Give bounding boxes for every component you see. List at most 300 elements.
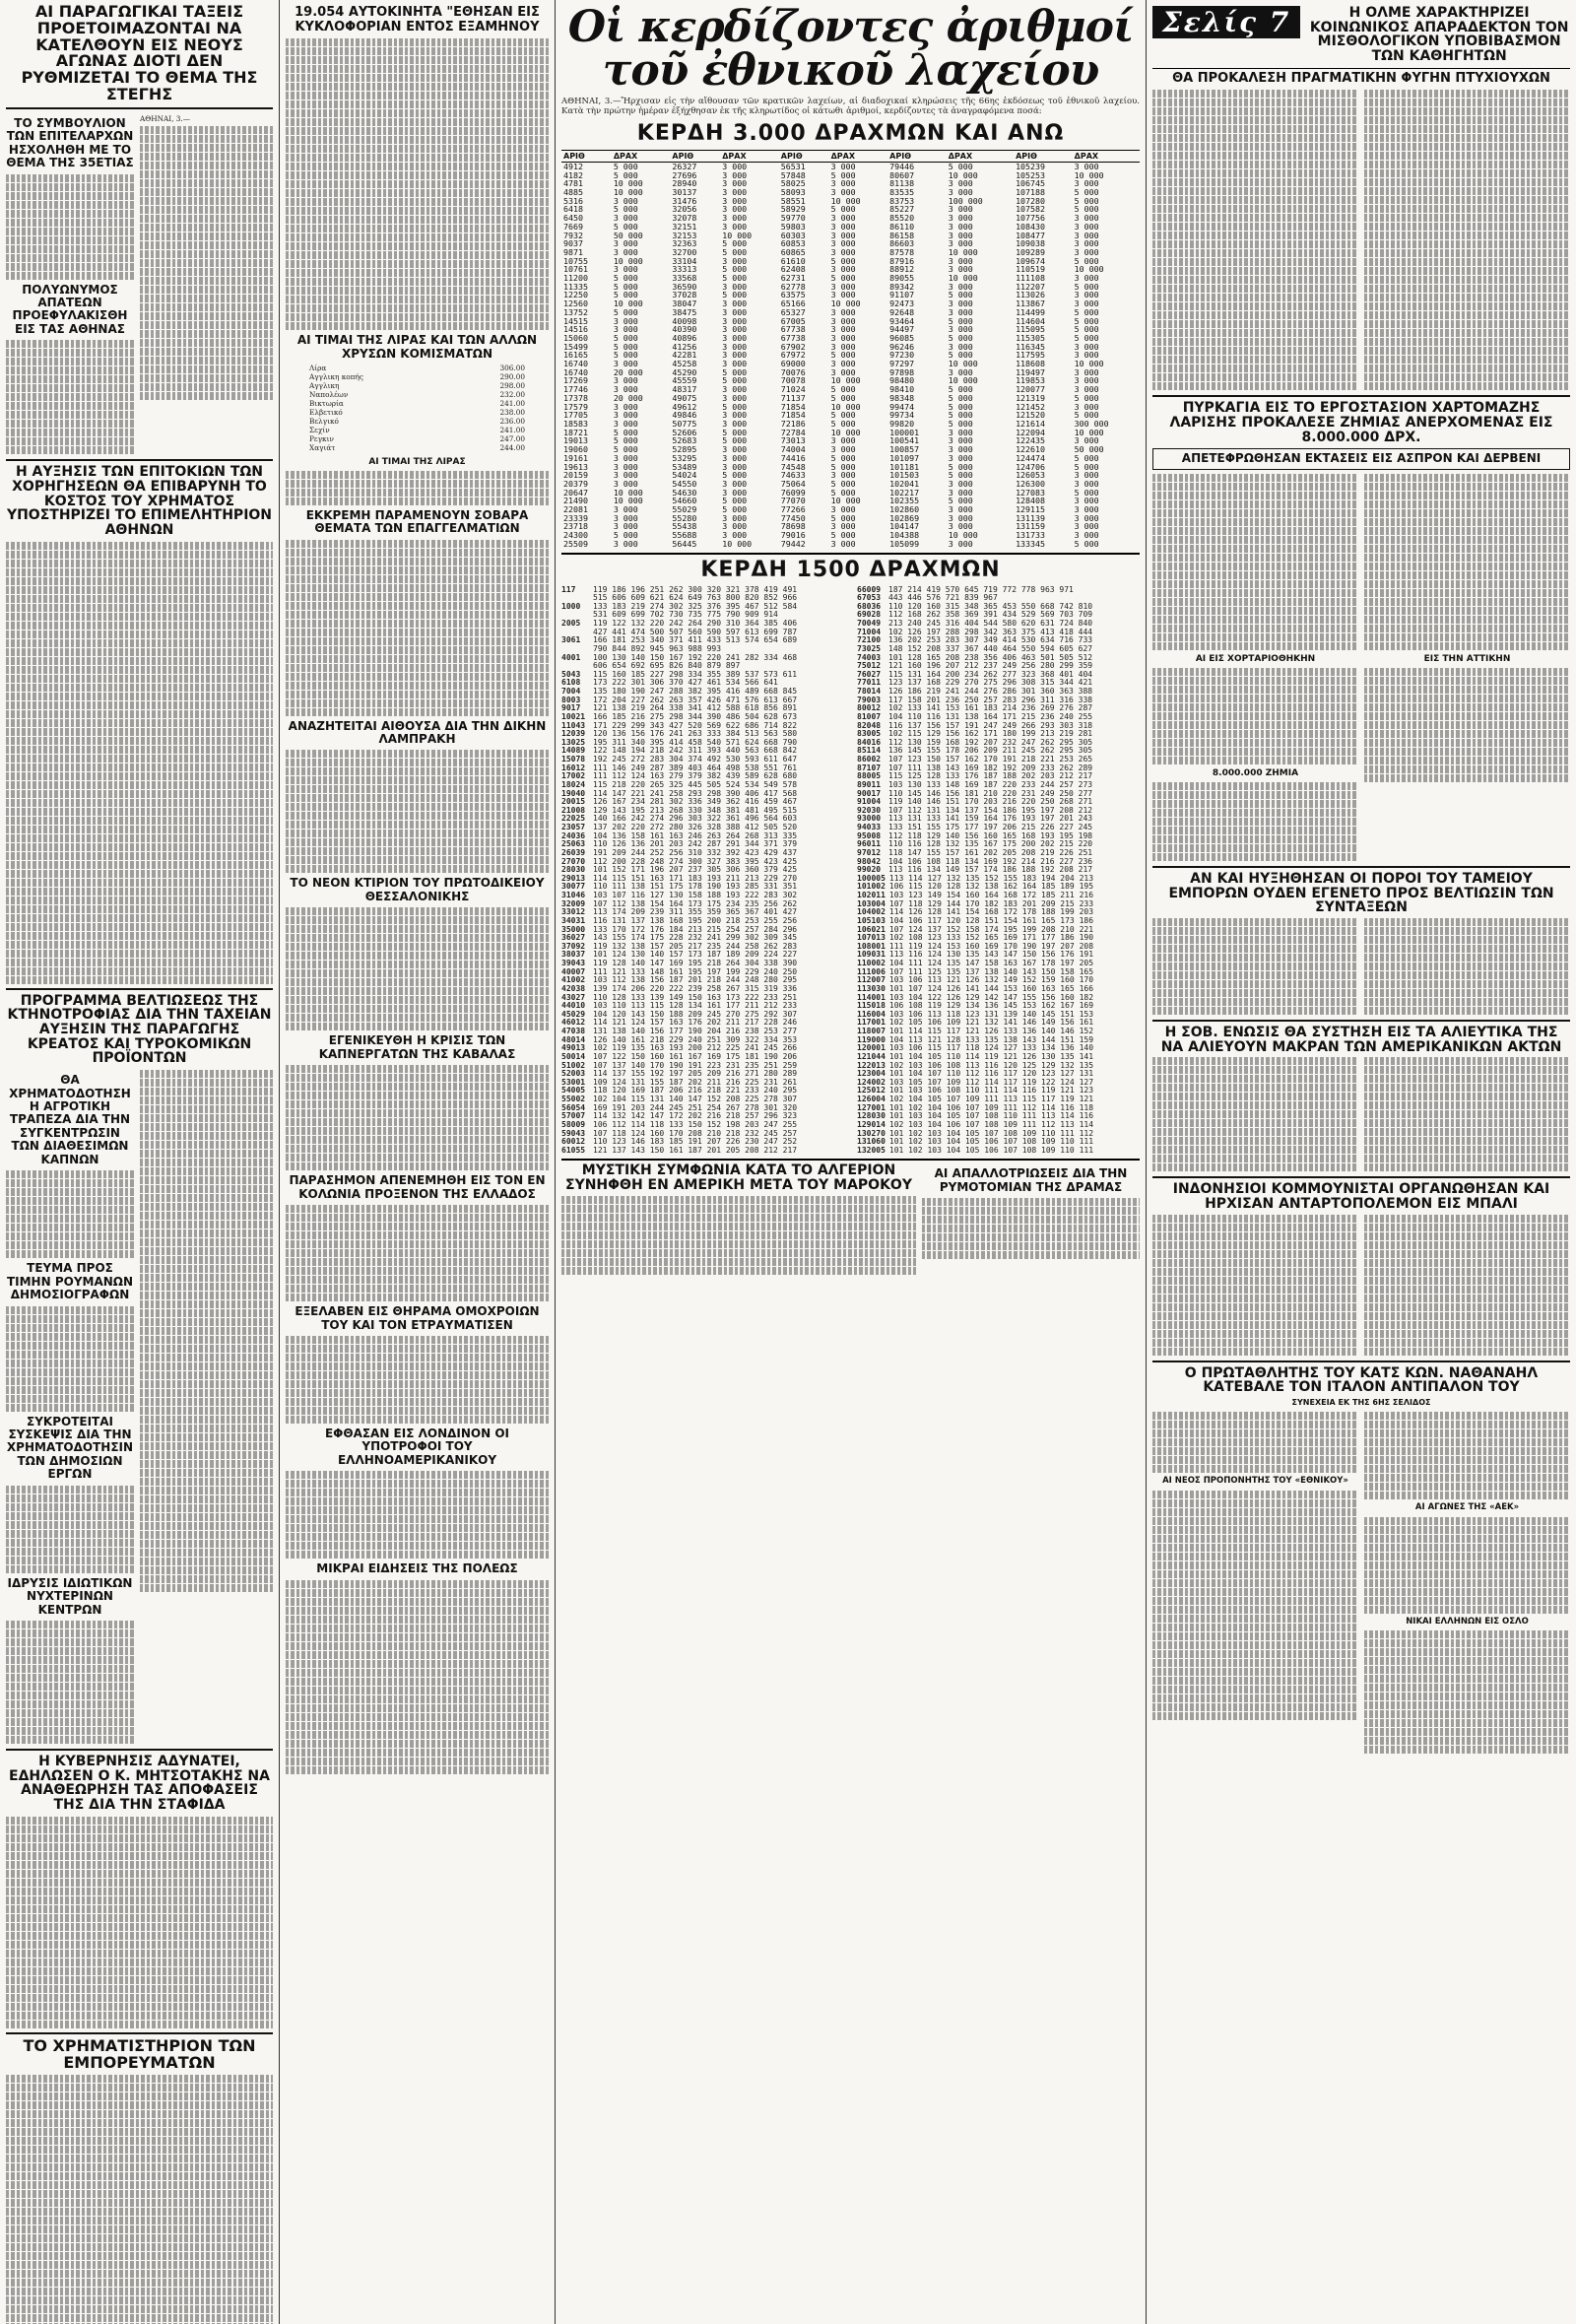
- prize-amount: 20 000: [613, 366, 643, 377]
- number-line: [561, 697, 849, 705]
- ticket-number: 14516: [563, 324, 588, 335]
- number-series: 39043: [561, 960, 586, 968]
- number-endings: 103 105 107 109 112 114 117 119 122 124 127: [888, 1078, 1094, 1087]
- prize-amount: 5 000: [948, 461, 973, 472]
- number-endings: 107 137 140 170 190 191 223 231 235 251 259: [593, 1061, 798, 1070]
- prize-amount: 3 000: [948, 187, 973, 198]
- ticket-number: 23339: [563, 512, 588, 523]
- ticket-number: 22081: [563, 504, 588, 515]
- prize-amount: 3 000: [830, 359, 856, 369]
- prize-amount: 3 000: [613, 375, 638, 386]
- number-series: 10021: [561, 712, 586, 721]
- number-line: [561, 1147, 849, 1156]
- number-series: 14089: [561, 747, 586, 756]
- prize-amount: 3 000: [613, 195, 638, 206]
- prize-amount: 3 000: [948, 324, 973, 335]
- prize-amount: 3 000: [613, 419, 638, 429]
- prize-amount: 5 000: [1074, 255, 1099, 266]
- prize-amount: 3 000: [830, 444, 856, 455]
- prize-amount: 5 000: [948, 315, 973, 326]
- number-series: 80012: [857, 704, 882, 713]
- headline-attica: ΕΙΣ ΤΗΝ ΑΤΤΙΚΗΝ: [1423, 653, 1511, 664]
- number-endings: 114 126 128 141 154 168 172 178 188 199 203: [888, 908, 1094, 917]
- number-line: [857, 1011, 1140, 1020]
- article-text: [1152, 782, 1358, 861]
- ticket-number: 45559: [672, 375, 697, 386]
- number-endings: 133 151 155 175 177 197 206 215 226 227 245: [888, 824, 1093, 832]
- article-text: [6, 340, 134, 454]
- ticket-number: 106745: [1016, 178, 1046, 189]
- ticket-number: 16740: [563, 366, 588, 377]
- prize-amount: 3 000: [948, 264, 973, 275]
- number-endings: 115 218 220 265 325 445 505 524 534 549 578: [593, 780, 798, 789]
- ticket-number: 107280: [1016, 195, 1046, 206]
- ticket-number: 124474: [1016, 452, 1046, 463]
- prize-amount: 50 000: [613, 230, 643, 240]
- prize-amount: 5 000: [722, 238, 748, 249]
- article-text: [1152, 1215, 1358, 1357]
- number-line: [561, 1104, 849, 1113]
- ticket-number: 20159: [563, 470, 588, 481]
- ticket-number: 100541: [889, 435, 920, 446]
- number-line: [857, 679, 1140, 688]
- number-line: [857, 697, 1140, 705]
- ticket-number: 36590: [672, 281, 697, 292]
- prize-amount: 3 000: [830, 332, 856, 343]
- number-endings: 122 148 194 218 242 311 393 440 563 668 842: [593, 747, 798, 756]
- number-series: 74003: [857, 653, 882, 662]
- prize-amount: 10 000: [948, 530, 978, 541]
- ticket-number: 126053: [1016, 470, 1046, 481]
- prize-amount: 5 000: [613, 341, 638, 352]
- number-endings: 111 119 124 153 160 169 170 190 197 207 208: [888, 942, 1094, 951]
- number-endings: 169 191 203 244 245 251 254 267 278 301 320: [593, 1103, 798, 1112]
- ticket-number: 4912: [563, 161, 583, 171]
- prize-column-header: ΑΡΙΘ: [887, 150, 947, 162]
- ticket-number: 19060: [563, 444, 588, 455]
- number-series: 11043: [561, 721, 586, 730]
- number-line: [561, 934, 849, 943]
- ticket-number: 104147: [889, 521, 920, 532]
- article-text: [1364, 1215, 1570, 1357]
- headline-city-news: ΜΙΚΡΑΙ ΕΙΔΗΣΕΙΣ ΤΗΣ ΠΟΛΕΩΣ: [316, 1561, 518, 1576]
- number-endings: 126 167 234 281 302 336 349 362 416 459 467: [593, 798, 798, 807]
- number-line: [857, 840, 1140, 849]
- number-line: [561, 1036, 849, 1045]
- number-endings: 107 111 138 143 169 182 192 209 233 262 289: [888, 764, 1093, 772]
- number-series: 53001: [561, 1078, 586, 1087]
- article-text: [1364, 1517, 1570, 1614]
- number-endings: 101 102 103 104 105 107 108 109 110 111 112: [888, 1129, 1094, 1138]
- prize-amount: 5 000: [948, 496, 973, 506]
- prize-amount: 3 000: [948, 299, 973, 309]
- prize-column-header: ΑΡΙΘ: [1014, 150, 1073, 162]
- number-endings: 443 446 576 721 839 967: [888, 594, 998, 603]
- prize-amount: 5 000: [613, 161, 638, 171]
- prize-amount: 3 000: [948, 538, 973, 549]
- prize-amount: 3 000: [1074, 401, 1099, 412]
- number-series: 122013: [857, 1061, 886, 1070]
- number-endings: 113 116 124 130 135 143 147 150 156 176 191: [888, 951, 1094, 960]
- number-series: 56054: [561, 1103, 586, 1112]
- prize-amount: 3 000: [613, 470, 638, 481]
- number-series: 90017: [857, 789, 882, 798]
- number-endings: 103 130 133 148 169 187 220 233 244 257 273: [888, 780, 1093, 789]
- prize-amount: 3 000: [1074, 161, 1099, 171]
- number-line: [857, 917, 1140, 926]
- prize-amount: 300 000: [1074, 419, 1109, 429]
- article-text: [1364, 474, 1570, 650]
- number-line: [561, 636, 849, 645]
- prize-amount: 3 000: [722, 299, 748, 309]
- prize-amount: 3 000: [613, 461, 638, 472]
- article-text: [1152, 474, 1358, 650]
- prize-amount: 5 000: [722, 470, 748, 481]
- ticket-number: 105239: [1016, 161, 1046, 171]
- number-endings: 101 103 104 105 107 108 110 111 113 114 116: [888, 1112, 1094, 1121]
- article-text: [286, 907, 549, 1030]
- number-line: [561, 1096, 849, 1104]
- ticket-number: 81138: [889, 178, 915, 189]
- number-series: 45029: [561, 1010, 586, 1019]
- number-line: [857, 739, 1140, 748]
- number-line: [561, 858, 849, 867]
- number-line: [857, 1130, 1140, 1139]
- headline-cars: 19.054 ΑΥΤΟΚΙΝΗΤΑ "ΕΘΗΣΑΝ ΕΙΣ ΚΥΚΛΟΦΟΡΙΑΝ ΕΝΤΟΣ ΕΞΑΜΗΝΟΥ: [295, 5, 540, 34]
- number-endings: 111 121 133 148 161 195 197 199 229 240 250: [593, 967, 798, 976]
- prize-amount: 5 000: [948, 392, 973, 403]
- prize-amount: 3 000: [722, 221, 748, 232]
- number-line: [561, 976, 849, 985]
- ticket-number: 97230: [889, 350, 915, 361]
- number-endings: 110 123 146 183 185 191 207 226 230 247 252: [593, 1138, 798, 1147]
- number-line: [561, 1011, 849, 1020]
- number-endings: 110 120 160 315 348 365 453 550 668 742 810: [888, 602, 1093, 611]
- number-series: 24036: [561, 831, 586, 840]
- number-series: 77011: [857, 679, 882, 688]
- number-series: 113030: [857, 984, 886, 993]
- number-line: [561, 1130, 849, 1139]
- ticket-number: 127083: [1016, 487, 1046, 498]
- number-line: [561, 756, 849, 764]
- number-series: 111006: [857, 967, 886, 976]
- number-series: [561, 594, 589, 603]
- prize-amount: 3 000: [613, 478, 638, 489]
- continuation-note: ΣΥΝΕΧΕΙΑ ΕΚ ΤΗΣ 6ΗΣ ΣΕΛΙΔΟΣ: [1291, 1398, 1431, 1408]
- article-text: [1152, 1491, 1358, 1720]
- number-line: [561, 704, 849, 713]
- number-endings: 171 229 299 343 427 520 569 622 686 714 822: [593, 721, 798, 730]
- ticket-number: 33313: [672, 264, 697, 275]
- number-line: [857, 790, 1140, 799]
- ticket-number: 9037: [563, 238, 583, 249]
- ticket-number: 10761: [563, 264, 588, 275]
- number-series: 6108: [561, 679, 581, 688]
- number-line: [857, 824, 1140, 832]
- number-series: 67053: [857, 594, 882, 603]
- number-endings: 131 138 140 156 177 190 204 216 238 253 277: [593, 1028, 798, 1036]
- number-series: 70049: [857, 620, 882, 629]
- prize-amount: 10 000: [948, 359, 978, 369]
- prize-amount: 5 000: [1074, 187, 1099, 198]
- ticket-number: 33104: [672, 255, 697, 266]
- number-series: 20015: [561, 798, 586, 807]
- number-endings: 115 160 185 227 298 334 355 389 537 573 611: [593, 670, 798, 679]
- ticket-number: 6450: [563, 213, 583, 224]
- prize-amount: 3 000: [948, 487, 973, 498]
- number-line: [857, 747, 1140, 756]
- number-series: 43027: [561, 993, 586, 1002]
- ticket-number: 101503: [889, 470, 920, 481]
- ticket-number: 32700: [672, 246, 697, 257]
- ticket-number: 108430: [1016, 221, 1046, 232]
- number-series: 73025: [857, 644, 882, 653]
- number-line: [857, 1002, 1140, 1011]
- headline-pound: ΑΙ ΤΙΜΑΙ ΤΗΣ ΛΙΡΑΣ: [368, 456, 466, 467]
- prize-amount: 5 000: [1074, 410, 1099, 421]
- coin-name: Ρεγκιν: [309, 433, 334, 443]
- prize-amount: 5 000: [1074, 332, 1099, 343]
- ticket-number: 67738: [780, 332, 806, 343]
- number-line: [561, 1028, 849, 1036]
- number-endings: 104 110 116 131 138 164 171 215 236 240 255: [888, 712, 1093, 721]
- ticket-number: 55029: [672, 504, 697, 515]
- number-endings: 101 102 103 104 105 106 107 108 109 110 111: [888, 1138, 1094, 1147]
- prize-amount: 3 000: [1074, 384, 1099, 395]
- number-series: 38037: [561, 951, 586, 960]
- prize-amount: 10 000: [948, 375, 978, 386]
- ticket-number: 28940: [672, 178, 697, 189]
- ticket-number: 97297: [889, 359, 915, 369]
- number-series: 57007: [561, 1112, 586, 1121]
- prize-amount: 3 000: [830, 246, 856, 257]
- prize-amount: 10 000: [830, 427, 861, 437]
- number-line: [857, 1036, 1140, 1045]
- number-line: [857, 1079, 1140, 1088]
- ticket-number: 5316: [563, 195, 583, 206]
- prize-amount: 3 000: [613, 359, 638, 369]
- ticket-number: 26327: [672, 161, 697, 171]
- number-series: 66009: [857, 585, 882, 594]
- ticket-number: 122094: [1016, 427, 1046, 437]
- prize-amount: 3 000: [948, 230, 973, 240]
- number-line: [857, 1053, 1140, 1062]
- title-3000: ΚΕΡΔΗ 3.000 ΔΡΑΧΜΩΝ ΚΑΙ ΑΝΩ: [636, 120, 1065, 146]
- number-series: 96011: [857, 840, 882, 849]
- number-line: [857, 688, 1140, 697]
- ticket-number: 89055: [889, 273, 915, 284]
- ticket-number: 61610: [780, 255, 806, 266]
- prize-amount: 3 000: [830, 315, 856, 326]
- number-line: [857, 1044, 1140, 1053]
- prize-amount: 3 000: [830, 238, 856, 249]
- ticket-number: 75064: [780, 478, 806, 489]
- prize-amount: 3 000: [830, 281, 856, 292]
- headline-commodities: ΤΟ ΧΡΗΜΑΤΙΣΤΗΡΙΟΝ ΤΩΝ ΕΜΠΟΡΕΥΜΑΤΩΝ: [23, 2035, 256, 2072]
- coin-name: Χαγιάτ: [309, 442, 336, 452]
- number-series: 16012: [561, 764, 586, 772]
- ticket-number: 112207: [1016, 281, 1046, 292]
- number-series: [561, 629, 589, 637]
- number-series: 115018: [857, 1002, 886, 1011]
- number-endings: 113 174 209 239 311 355 359 365 367 401 427: [593, 908, 798, 917]
- prize-amount: 3 000: [948, 478, 973, 489]
- number-endings: 109 124 131 155 187 202 211 216 225 231 261: [593, 1078, 798, 1087]
- prize-amount: 3 000: [613, 264, 638, 275]
- ticket-number: 20379: [563, 478, 588, 489]
- prize-amount: 5 000: [1074, 487, 1099, 498]
- headline-consul: ΠΑΡΑΣΗΜΟΝ ΑΠΕΝΕΜΗΘΗ ΕΙΣ ΤΟΝ ΕΝ ΚΟΛΩΝΙΑ ΠΡΟΞΕΝΟΝ ΤΗΣ ΕΛΛΑΔΟΣ: [289, 1173, 546, 1201]
- divider: [6, 107, 273, 109]
- prize-amount: 3 000: [830, 178, 856, 189]
- prize-amount: 5 000: [722, 401, 748, 412]
- ticket-number: 102041: [889, 478, 920, 489]
- prize-amount: 5 000: [948, 161, 973, 171]
- number-line: [857, 1147, 1140, 1156]
- prize-amount: 3 000: [613, 324, 638, 335]
- number-line: [561, 1053, 849, 1062]
- divider: [1152, 1361, 1570, 1362]
- number-line: [561, 798, 849, 807]
- ticket-number: 71854: [780, 410, 806, 421]
- prize-amount: 3 000: [1074, 504, 1099, 515]
- article-text: [286, 1205, 549, 1301]
- column-left: [0, 0, 279, 2324]
- number-line: [857, 645, 1140, 654]
- prize-amount: 3 000: [1074, 521, 1099, 532]
- ticket-number: 41256: [672, 341, 697, 352]
- ticket-number: 18583: [563, 419, 588, 429]
- number-endings: 101 102 104 106 107 109 111 112 114 116 118: [888, 1103, 1094, 1112]
- ticket-number: 109289: [1016, 246, 1046, 257]
- number-series: 48014: [561, 1035, 586, 1044]
- number-series: 104002: [857, 908, 886, 917]
- prize-amount: 10 000: [948, 246, 978, 257]
- prize-amount: 5 000: [613, 435, 638, 446]
- prize-amount: 100 000: [948, 195, 983, 206]
- prize-amount: 5 000: [830, 273, 856, 284]
- ticket-number: 40098: [672, 315, 697, 326]
- ticket-number: 7669: [563, 221, 583, 232]
- number-endings: 166 181 253 340 371 411 433 513 574 654 689: [593, 636, 798, 645]
- ticket-number: 11335: [563, 281, 588, 292]
- lottery-intro: ΑΘΗΝΑΙ, 3.—Ἤρχισαν εἰς τὴν αἴθουσαν τῶν κρατικῶν λαχείων, αἱ διαδοχικαί κληρώσεις τῆς 66ης ἐκδόσεως τοῦ ἐθνικοῦ λαχείου. Κατὰ τὴν πρώτην ἡμέραν ἐξήχθησαν ἐκ τῆς κληρωτίδος οἱ κάτωθι ἀριθμοί, κερδίζοντες τὰ ἀναγραφόμενα ποσά:: [561, 97, 1140, 117]
- article-text: [6, 1621, 134, 1744]
- ticket-number: 31476: [672, 195, 697, 206]
- number-series: 91004: [857, 798, 882, 807]
- prize-amount: 3 000: [948, 452, 973, 463]
- prize-amount: 3 000: [948, 213, 973, 224]
- prize-column-header: ΔΡΑΧ: [1073, 150, 1140, 162]
- ticket-number: 53295: [672, 452, 697, 463]
- prize-column-header: ΔΡΑΧ: [612, 150, 671, 162]
- number-line: [561, 671, 849, 680]
- prize-amount: 3 000: [948, 444, 973, 455]
- prize-amount: 3 000: [1074, 530, 1099, 541]
- article-text: [1364, 918, 1570, 1016]
- number-series: 2005: [561, 620, 581, 629]
- ticket-number: 126300: [1016, 478, 1046, 489]
- number-line: [857, 1070, 1140, 1079]
- number-line: [857, 764, 1140, 773]
- number-line: [857, 704, 1140, 713]
- number-endings: 102 133 141 153 161 183 214 236 269 276 287: [888, 704, 1093, 713]
- number-line: [857, 815, 1140, 824]
- number-endings: 114 121 124 157 163 176 202 211 217 228 246: [593, 1019, 798, 1028]
- number-endings: 100 130 140 150 167 192 220 241 282 334 468: [593, 653, 798, 662]
- number-line: [857, 858, 1140, 867]
- number-line: [857, 1104, 1140, 1113]
- ticket-number: 131733: [1016, 530, 1046, 541]
- number-endings: 101 128 165 208 238 356 406 463 501 505 512: [888, 653, 1093, 662]
- article-text: [6, 1486, 134, 1573]
- headline-interest: Η ΑΥΞΗΣΙΣ ΤΩΝ ΕΠΙΤΟΚΙΩΝ ΤΩΝ ΧΟΡΗΓΗΣΕΩΝ ΘΑ ΕΠΙΒΑΡΥΝΗ ΤΟ ΚΟΣΤΟΣ ΤΟΥ ΧΡΗΜΑΤΟΣ ΥΠΟΣΤΗΡΙΖΕΙ ΤΟ ΕΠΙΜΕΛΗΤΗΡΙΟΝ ΑΘΗΝΩΝ: [6, 464, 273, 539]
- number-endings: 107 118 124 160 170 208 210 218 232 245 257: [593, 1129, 798, 1138]
- prize-amount: 3 000: [830, 306, 856, 317]
- prize-amount: 3 000: [948, 255, 973, 266]
- divider: [1152, 1176, 1570, 1178]
- ticket-number: 121614: [1016, 419, 1046, 429]
- ticket-number: 87578: [889, 246, 915, 257]
- ticket-number: 7932: [563, 230, 583, 240]
- subhead-oslo: ΝΙΚΑΙ ΕΛΛΗΝΩΝ ΕΙΣ ΟΣΛΟ: [1406, 1616, 1529, 1627]
- coin-value: 238.00: [499, 407, 525, 417]
- prize-amount: 3 000: [1074, 496, 1099, 506]
- ticket-number: 110519: [1016, 264, 1046, 275]
- ticket-number: 115095: [1016, 324, 1046, 335]
- ticket-number: 78698: [780, 521, 806, 532]
- prize-amount: 5 000: [722, 427, 748, 437]
- prize-amount: 5 000: [948, 470, 973, 481]
- number-series: 49013: [561, 1044, 586, 1053]
- ticket-number: 128408: [1016, 496, 1046, 506]
- prize-amount: 3 000: [1074, 246, 1099, 257]
- prize-amount: 5 000: [722, 273, 748, 284]
- prize-amount: 3 000: [722, 204, 748, 215]
- ticket-number: 107582: [1016, 204, 1046, 215]
- ticket-number: 83753: [889, 195, 915, 206]
- article-text: [1152, 1057, 1358, 1172]
- number-series: 59043: [561, 1129, 586, 1138]
- number-endings: 102 104 105 107 109 111 113 115 117 119 121: [888, 1096, 1094, 1104]
- number-series: 28030: [561, 866, 586, 875]
- number-line: [561, 1138, 849, 1147]
- number-line: [561, 815, 849, 824]
- prize-amount: 3 000: [1074, 435, 1099, 446]
- number-line: [561, 849, 849, 858]
- number-endings: 101 104 105 110 114 119 121 126 130 135 141: [888, 1052, 1094, 1061]
- article-text: [1364, 90, 1570, 391]
- number-series: [561, 645, 589, 654]
- divider: [6, 988, 273, 990]
- title-1500: ΚΕΡΔΗ 1500 ΔΡΑΧΜΩΝ: [561, 553, 1140, 582]
- number-endings: 113 114 127 132 135 152 155 183 194 204 213: [888, 874, 1094, 883]
- ticket-number: 109038: [1016, 238, 1046, 249]
- headline-algeria: ΜΥΣΤΙΚΗ ΣΥΜΦΩΝΙΑ ΚΑΤΑ ΤΟ ΑΛΓΕΡΙΟΝ ΣΥΝΗΦΘΗ ΕΝ ΑΜΕΡΙΚΗ ΜΕΤΑ ΤΟΥ ΜΑΡΟΚΟΥ: [565, 1162, 912, 1194]
- prize-amount: 5 000: [1074, 461, 1099, 472]
- number-series: 19040: [561, 789, 586, 798]
- number-endings: 107 112 131 134 137 154 186 195 197 208 212: [888, 806, 1093, 815]
- ticket-number: 58929: [780, 204, 806, 215]
- headline-drama: ΑΙ ΑΠΑΛΛΟΤΡΙΩΣΕΙΣ ΔΙΑ ΤΗΝ ΡΥΜΟΤΟΜΙΑΝ ΤΗΣ ΔΡΑΜΑΣ: [934, 1166, 1128, 1194]
- number-series: 105103: [857, 916, 886, 925]
- number-endings: 110 145 146 156 181 210 220 231 249 250 277: [888, 789, 1093, 798]
- ticket-number: 54024: [672, 470, 697, 481]
- ticket-number: 14515: [563, 315, 588, 326]
- prize-amount: 5 000: [1074, 306, 1099, 317]
- headline-lambrakis: ΑΝΑΖΗΤΕΙΤΑΙ ΑΙΘΟΥΣΑ ΔΙΑ ΤΗΝ ΔΙΚΗΝ ΛΑΜΠΡΑΚΗ: [288, 718, 547, 747]
- prize-amount: 5 000: [948, 350, 973, 361]
